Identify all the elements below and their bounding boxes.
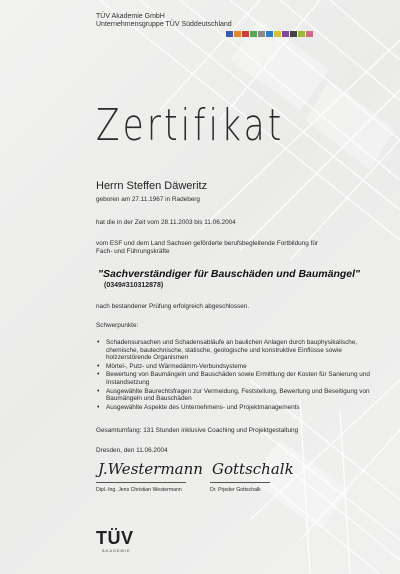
brand-color-square [234,31,241,37]
total-hours: Gesamtumfang: 131 Stunden inklusive Coaching und Projektgestaltung [96,427,299,434]
brand-color-bar [226,31,314,37]
list-item: • Ausgewählte Baurechtsfragen zur Vermeidung, Feststellung, Bewertung und Beseitigung von Baumängeln und Bauschäden [106,388,378,403]
course-title: "Sachverständiger für Bauschäden und Baumängel" [98,268,361,280]
recipient-birth: geboren am 27.11.1967 in Radeberg [96,196,200,203]
recipient-name: Herrn Steffen Däweritz [96,180,208,192]
tuv-logo: TÜV [96,528,134,548]
focus-list [96,339,378,412]
course-code: (0349#310312878) [104,282,164,289]
signature-line-right [210,482,270,483]
result-statement: nach bestandener Prüfung erfolgreich abgeschlossen. [96,303,250,310]
focus-heading: Schwerpunkte: [96,322,139,329]
signature-westermann: J.Westermann [98,460,203,478]
issuer-group: Unternehmensgruppe TÜV Süddeutschland [96,21,232,28]
course-period: hat die in der Zeit vom 28.11.2003 bis 11.06.2004 [96,219,236,226]
certificate-title: Zertifikat [96,100,285,151]
signature-gottschalk: Gottschalk [212,460,294,478]
brand-color-square [266,31,273,37]
list-item: • Schadensursachen und Schadensabläufe an baulichen Anlagen durch bauphysikalische, chemische, bautechnische, statische, geologische und konstruktive Einflüsse sowie holzzerstörende Organismen [106,339,378,362]
brand-color-square [298,31,305,37]
list-item: • Ausgewählte Aspekte des Unternehmens- und Projektmanagements [106,404,378,412]
brand-color-square [258,31,265,37]
signature-line-left [96,482,186,483]
place-date: Dresden, den 11.06.2004 [96,447,168,454]
brand-color-square [250,31,257,37]
tuv-logo-subtitle: AKADEMIE [102,548,131,553]
funding-line-2: Fach- und Führungskräfte [96,248,170,255]
brand-color-square [274,31,281,37]
brand-color-square [306,31,313,37]
issuer-name: TÜV Akademie GmbH [96,13,165,20]
brand-color-square [226,31,233,37]
list-item: • Mörtel-, Putz- und Wärmedämm-Verbundsysteme [106,363,378,371]
signatory-right: Dr. Prjeder Gottschalk [210,487,261,493]
signatory-left: Dipl.-Ing. Jens Christian Westermann [96,487,182,493]
funding-line-1: vom ESF und dem Land Sachsen geförderte berufsbegleitende Fortbildung für [96,240,319,247]
brand-color-square [290,31,297,37]
list-item: • Bewertung von Baumängeln und Bauschäden sowie Ermittlung der Kosten für Sanierung und Instandsetzung [106,371,378,386]
brand-color-square [242,31,249,37]
brand-color-square [282,31,289,37]
